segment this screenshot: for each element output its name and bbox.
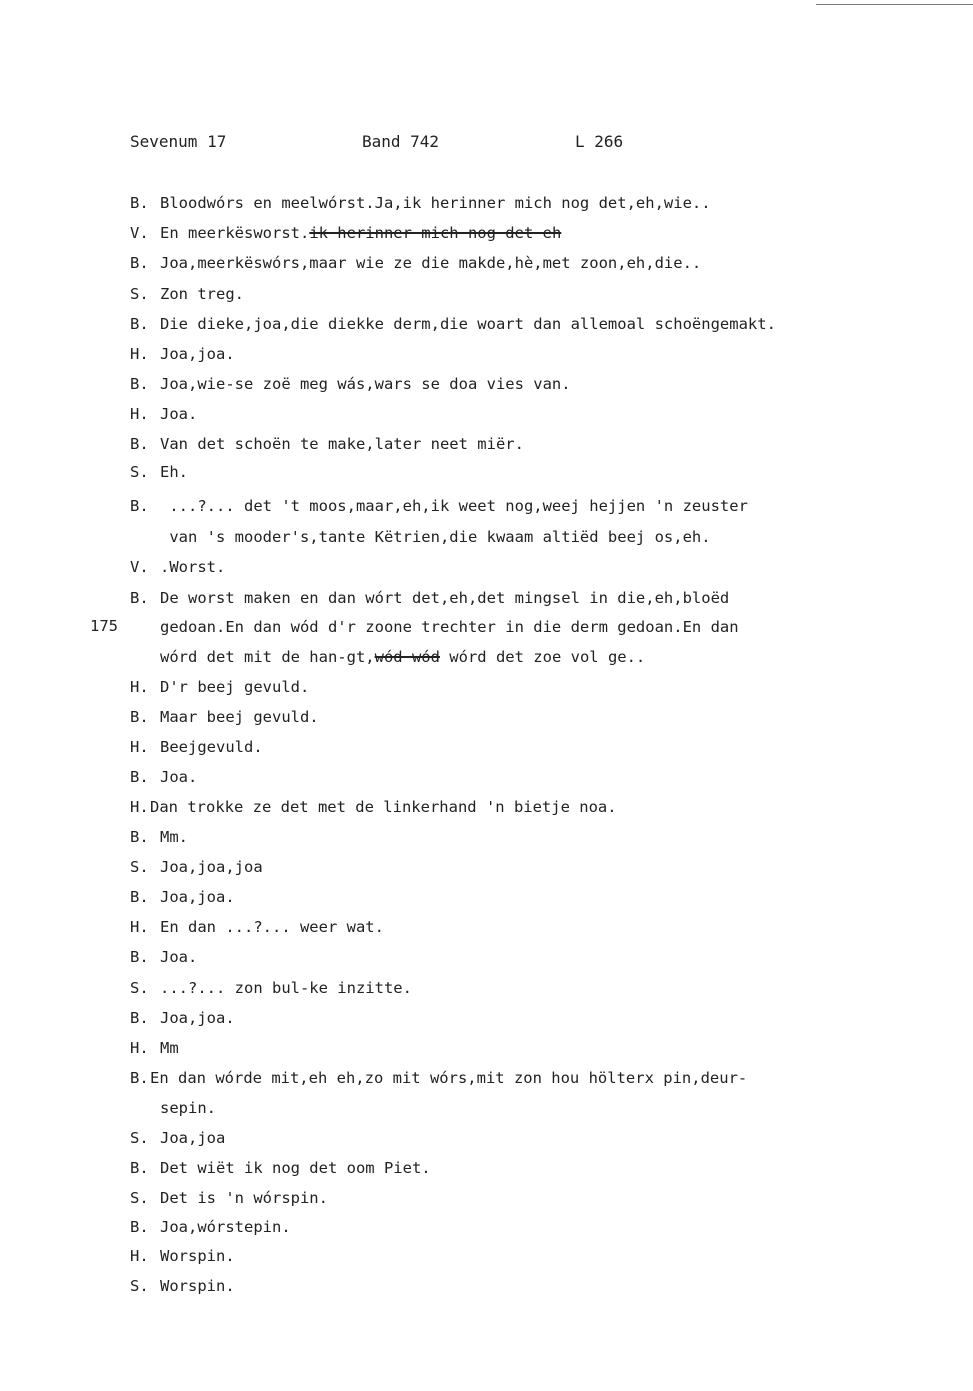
transcript-line (130, 1008, 235, 1028)
utterance-text: Worspin. (160, 1247, 235, 1265)
utterance-text: sepin. (160, 1099, 216, 1117)
utterance-text: van 's mooder's,tante Këtrien,die kwaam altiëd beej os,eh. (160, 528, 711, 546)
speaker-label: V. (130, 224, 149, 242)
speaker-label: B. (130, 888, 149, 906)
header-page-code: L 266 (575, 132, 624, 151)
transcript-line (130, 374, 571, 394)
transcript-line (130, 223, 561, 243)
speaker-label: H. (130, 405, 149, 423)
speaker-label: B. (130, 948, 149, 966)
struck-through-text: wód wód (374, 648, 440, 666)
transcript-line (130, 193, 711, 213)
speaker-label: S. (130, 979, 149, 997)
transcript-line (130, 1188, 328, 1208)
utterance-text: De worst maken en dan wórt det,eh,det mingsel in die,eh,bloëd (160, 589, 730, 607)
utterance-text: En dan wórde mit,eh eh,zo mit wórs,mit zon hou hölterx pin,deur- (150, 1069, 748, 1087)
utterance-text: Joa,joa (160, 1129, 226, 1147)
speaker-label: B. (130, 1159, 149, 1177)
transcript-line (130, 314, 776, 334)
transcript-line (160, 617, 739, 637)
utterance-text: Worspin. (160, 1277, 235, 1295)
speaker-label: B. (130, 194, 149, 212)
transcript-line (130, 978, 412, 998)
transcript-line (130, 707, 319, 727)
speaker-label: B. (130, 1009, 149, 1027)
utterance-text: Joa,joa,joa (160, 858, 263, 876)
speaker-label: S. (130, 1129, 149, 1147)
speaker-label: B. (130, 315, 149, 333)
utterance-text: ...?... zon bul-ke inzitte. (160, 979, 412, 997)
transcript-line (130, 857, 263, 877)
speaker-label: S. (130, 1189, 149, 1207)
speaker-label: B. (130, 1218, 149, 1236)
speaker-label: H. (130, 918, 149, 936)
transcript-line (160, 1098, 216, 1118)
utterance-text: Joa,wie-se zoë meg wás,wars se doa vies van. (160, 375, 571, 393)
utterance-text: Joa,joa. (160, 1009, 235, 1027)
utterance-text: Maar beej gevuld. (160, 708, 319, 726)
utterance-text: wórd det zoe vol ge.. (439, 648, 646, 666)
utterance-text: Mm. (160, 828, 188, 846)
transcript-line (130, 588, 729, 608)
speaker-label: B. (130, 497, 149, 515)
utterance-text: gedoan.En dan wód d'r zoone trechter in die derm gedoan.En dan (160, 618, 739, 636)
speaker-label: S. (130, 858, 149, 876)
transcript-line (130, 462, 188, 482)
transcript-line (130, 1246, 235, 1266)
speaker-label: H. (130, 1039, 149, 1057)
transcript-line (130, 1158, 431, 1178)
speaker-label: B. (130, 828, 149, 846)
transcript-line (130, 344, 235, 364)
transcript-line (130, 1217, 291, 1237)
utterance-text: Bloodwórs en meelwórst.Ja,ik herinner mich nog det,eh,wie.. (160, 194, 711, 212)
transcript-line (130, 1128, 225, 1148)
utterance-text: Dan trokke ze det met de linkerhand 'n bietje noa. (150, 798, 617, 816)
utterance-text: Det is 'n wórspin. (160, 1189, 328, 1207)
transcript-line (160, 527, 711, 547)
utterance-text: Joa,meerkëswórs,maar wie ze die makde,hè,met zoon,eh,die.. (160, 254, 702, 272)
transcript-line (130, 917, 384, 937)
transcript-line (130, 557, 225, 577)
transcript-line (130, 404, 197, 424)
transcript-line (130, 887, 235, 907)
speaker-label: B. (130, 254, 149, 272)
transcript-line (130, 1038, 179, 1058)
speaker-label: B. (130, 375, 149, 393)
struck-through-text: ik herinner mich nog det eh (309, 224, 562, 242)
utterance-text: En dan ...?... weer wat. (160, 918, 384, 936)
utterance-text: Joa,joa. (160, 888, 235, 906)
page-header (130, 132, 830, 156)
utterance-text: Joa. (160, 948, 198, 966)
transcript-line (130, 253, 701, 273)
speaker-label: B. (130, 1069, 149, 1087)
top-rule (816, 4, 973, 5)
speaker-label: B. (130, 768, 149, 786)
utterance-text: En meerkësworst. (160, 224, 310, 242)
speaker-label: B. (130, 708, 149, 726)
utterance-text: Joa. (160, 768, 198, 786)
speaker-label: H. (130, 738, 149, 756)
transcript-line (130, 797, 617, 817)
utterance-text: Joa. (160, 405, 198, 423)
utterance-text: Det wiët ik nog det oom Piet. (160, 1159, 431, 1177)
utterance-text: ...?... det 't moos,maar,eh,ik weet nog,weej hejjen 'n zeuster (160, 497, 748, 515)
transcript-line (130, 496, 748, 516)
utterance-text: Eh. (160, 463, 188, 481)
utterance-text: Joa,joa. (160, 345, 235, 363)
utterance-text: .Worst. (160, 558, 226, 576)
utterance-text: wórd det mit de han-gt, (160, 648, 375, 666)
speaker-label: B. (130, 435, 149, 453)
transcript-line (130, 827, 188, 847)
speaker-label: H. (130, 345, 149, 363)
speaker-label: H. (130, 798, 149, 816)
utterance-text: D'r beej gevuld. (160, 678, 310, 696)
speaker-label: V. (130, 558, 149, 576)
margin-line-number: 175 (90, 617, 118, 635)
speaker-label: S. (130, 1277, 149, 1295)
utterance-text: Van det schoën te make,later neet miër. (160, 435, 524, 453)
utterance-text: Mm (160, 1039, 179, 1057)
speaker-label: H. (130, 678, 149, 696)
speaker-label: S. (130, 463, 149, 481)
header-band: Band 742 (362, 132, 440, 151)
transcript-line (130, 677, 309, 697)
transcript-line (130, 1068, 747, 1088)
transcript-line (130, 284, 244, 304)
utterance-text: Beejgevuld. (160, 738, 263, 756)
transcript-line (130, 947, 197, 967)
transcript-line (130, 737, 263, 757)
speaker-label: S. (130, 285, 149, 303)
header-location: Sevenum 17 (130, 132, 227, 151)
speaker-label: B. (130, 589, 149, 607)
transcript-line (130, 1276, 235, 1296)
speaker-label: H. (130, 1247, 149, 1265)
transcript-line (160, 647, 645, 667)
utterance-text: Zon treg. (160, 285, 244, 303)
transcript-line (130, 767, 197, 787)
transcript-line (130, 434, 524, 454)
utterance-text: Die dieke,joa,die diekke derm,die woart dan allemoal schoëngemakt. (160, 315, 776, 333)
utterance-text: Joa,wórstepin. (160, 1218, 291, 1236)
